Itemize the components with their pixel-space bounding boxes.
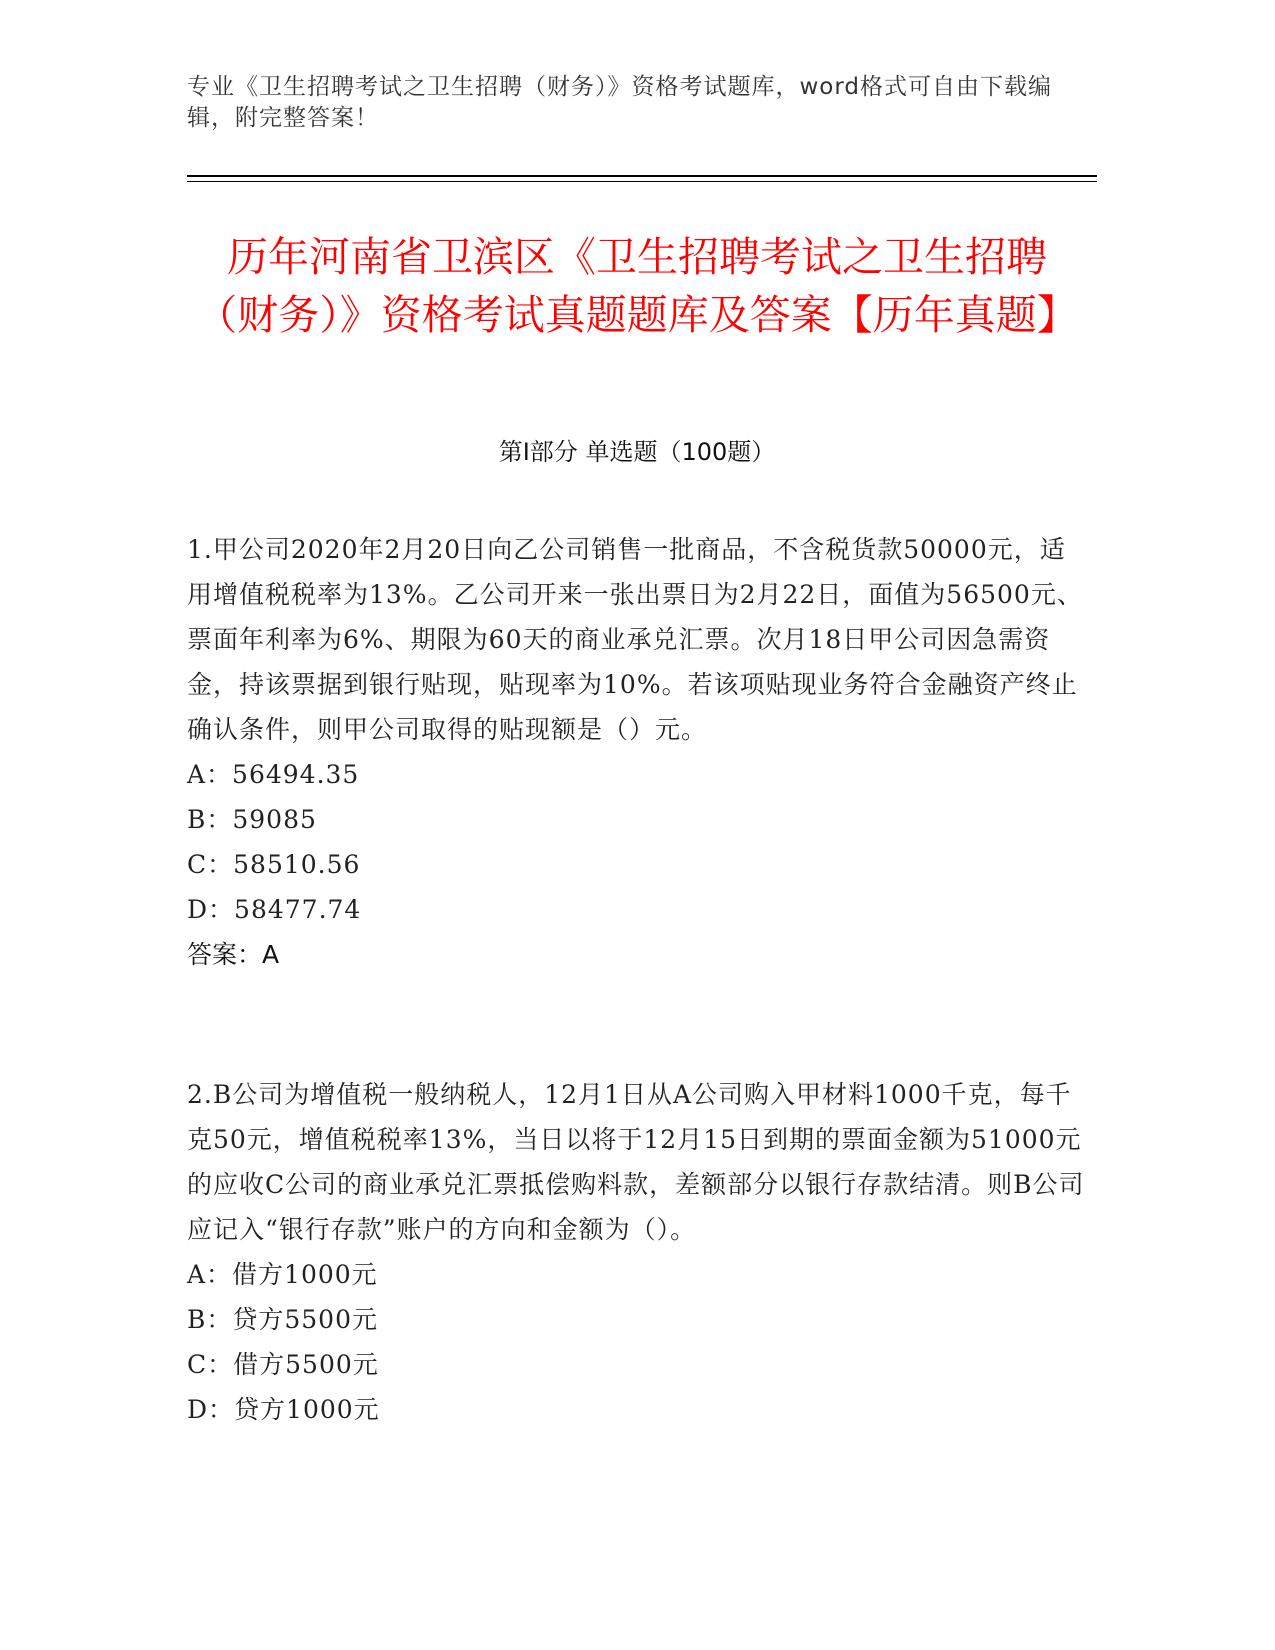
header-divider-thin — [187, 181, 1097, 182]
question-1 — [187, 527, 1087, 977]
header-note: 专业《卫生招聘考试之卫生招聘（财务）》资格考试题库，word格式可自由下载编辑，附完整答案！ — [187, 74, 1053, 131]
option-d: D：58477.74 — [187, 895, 362, 924]
option-b: B：59085 — [187, 805, 317, 834]
option-c: C：58510.56 — [187, 850, 361, 879]
option-b: B：贷方5500元 — [187, 1305, 378, 1334]
answer-label: 答案：A — [187, 940, 280, 969]
option-a: A：56494.35 — [187, 760, 360, 789]
header-divider-thick — [187, 175, 1097, 177]
option-d: D：贷方1000元 — [187, 1395, 380, 1424]
question-2 — [187, 1072, 1087, 1432]
question-stem: 2.B公司为增值税一般纳税人，12月1日从A公司购入甲材料1000千克，每千克50元，增值税税率13%，当日以将于12月15日到期的票面金额为51000元的应收C公司的商业承兑汇票抵偿购料款，差额部分以银行存款结清。则B公司应记入“银行存款”账户的方向和金额为（）。 — [187, 1080, 1085, 1244]
section-heading: 第I部分 单选题（100题） — [498, 438, 776, 466]
question-stem: 1.甲公司2020年2月20日向乙公司销售一批商品，不含税货款50000元，适用增值税税率为13%。乙公司开来一张出票日为2月22日，面值为56500元、票面年利率为6%、期限为60天的商业承兑汇票。次月18日甲公司因急需资金，持该票据到银行贴现，贴现率为10%。若该项贴现业务符合金融资产终止确认条件，则甲公司取得的贴现额是（）元。 — [187, 535, 1083, 744]
option-c: C：借方5500元 — [187, 1350, 379, 1379]
option-a: A：借方1000元 — [187, 1260, 378, 1289]
document-title: 历年河南省卫滨区《卫生招聘考试之卫生招聘（财务）》资格考试真题题库及答案【历年真题】 — [196, 233, 1078, 339]
